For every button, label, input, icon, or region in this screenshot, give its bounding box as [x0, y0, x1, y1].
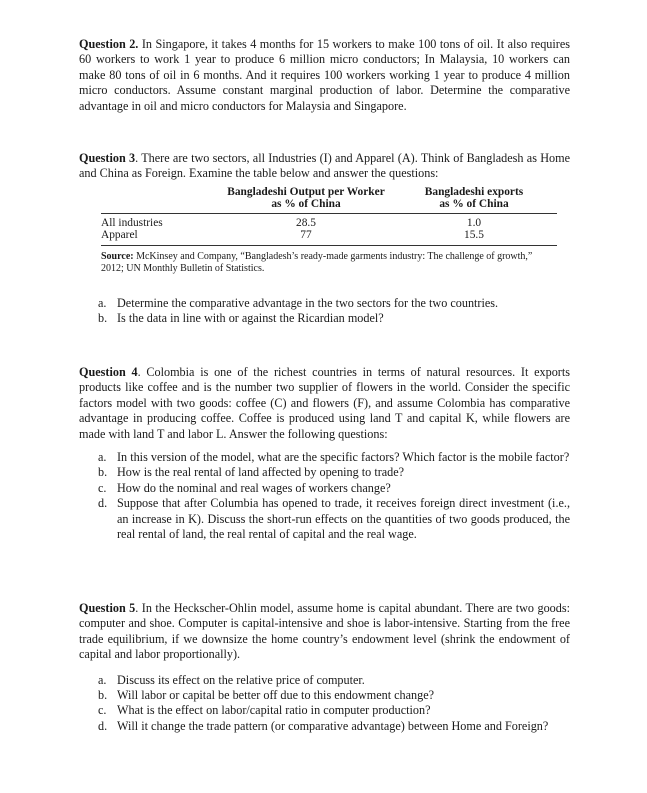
list-item [98, 496, 570, 542]
question-4-text: . Colombia is one of the richest countries in terms of natural resources. It exports products like coffee and is the number two supplier of flowers in the world. Consider the specific factors model with two goods: coffee (C) and flowers (F), and assume Colombia has comparative advantage in producing coffee. Coffee is produced using land T and capital K, while flowers are made with land T and labor L. Answer the following questions: [79, 365, 570, 441]
question-3 [79, 151, 570, 327]
list-item [98, 688, 570, 703]
table-header-blank [101, 184, 221, 214]
item-marker: b. [98, 311, 108, 326]
exports-header-line1: Bangladeshi exports [424, 185, 524, 198]
item-text: Will labor or capital be better off due to this endowment change? [117, 688, 435, 703]
question-5-text: . In the Heckscher-Ohlin model, assume home is capital abundant. There are two goods: computer and shoe. Computer is capital-intensive and shoe is labor-intensive. Starting from the free trade equilibrium, if we downsize the home country’s endowment level (shrink the endowment of capital and labor proportionally). [79, 601, 570, 662]
question-2-label: Question 2. [79, 37, 139, 51]
question-2-text: In Singapore, it takes 4 months for 15 workers to make 100 tons of oil. It also requires 60 workers to work 1 year to produce 6 million micro conductors; In Malaysia, 10 workers can make 80 tons of oil in 6 months. And it requires 100 workers working 1 year to produce 4 million micro conductors. Assume constant marginal production of labor. Determine the comparative advantage in oil and micro conductors for Malaysia and Singapore. [79, 37, 570, 113]
item-text: How do the nominal and real wages of workers change? [117, 480, 391, 495]
question-3-text: . There are two sectors, all Industries (I) and Apparel (A). Think of Bangladesh as Home and China as Foreign. Examine the table below and answer the questions: [79, 151, 570, 181]
question-5-items [79, 673, 570, 735]
list-item [98, 481, 570, 496]
question-4-items [79, 450, 570, 542]
item-text: Determine the comparative advantage in the two sectors for the two countries. [117, 295, 499, 310]
row-output-value: 77 [221, 229, 391, 245]
list-item [98, 450, 570, 465]
output-header-line1: Bangladeshi Output per Worker [227, 185, 385, 198]
item-marker: d. [98, 718, 108, 733]
bangladesh-table [101, 184, 557, 246]
item-marker: c. [98, 480, 107, 495]
table-row [101, 229, 557, 245]
row-output-value: 28.5 [296, 216, 316, 229]
item-text: What is the effect on labor/capital ratio in computer production? [117, 703, 431, 718]
item-text: In this version of the model, what are the specific factors? Which factor is the mobile factor? [117, 450, 570, 465]
question-5-paragraph [79, 601, 570, 663]
row-exports-value: 15.5 [391, 229, 557, 245]
item-marker: a. [98, 672, 107, 687]
item-marker: a. [98, 450, 107, 465]
item-text: Suppose that after Columbia has opened to trade, it receives foreign direct investment (i.e., an increase in K). Discuss the short-run effects on the quantities of two goods produced, the real rental of land, the real rental of capital and the real wage. [117, 496, 570, 542]
item-marker: c. [98, 703, 107, 718]
list-item [98, 719, 570, 734]
item-text: Is the data in line with or against the Ricardian model? [117, 311, 384, 326]
question-5 [79, 601, 570, 734]
row-label: All industries [101, 216, 163, 229]
row-label: Apparel [101, 229, 221, 245]
list-item [98, 703, 570, 718]
list-item [98, 311, 570, 326]
question-3-paragraph [79, 151, 570, 182]
item-marker: a. [98, 295, 107, 310]
item-text: Discuss its effect on the relative price of computer. [117, 672, 365, 687]
table-source-note [101, 251, 557, 275]
table-header-output [221, 184, 391, 214]
question-2 [79, 37, 570, 114]
table-row [101, 213, 557, 229]
list-item [98, 296, 570, 311]
table-header-row [101, 184, 557, 214]
source-label: Source: [101, 250, 134, 262]
row-exports-value: 1.0 [466, 216, 482, 229]
item-marker: d. [98, 496, 108, 511]
source-text: McKinsey and Company, “Bangladesh’s ready-made garments industry: The challenge of growth,” 2012; UN Monthly Bulletin of Statistics. [101, 250, 533, 274]
item-text: Will it change the trade pattern (or comparative advantage) between Home and Foreign? [117, 718, 549, 733]
exports-header-line2: as % of China [439, 198, 509, 211]
item-marker: b. [98, 465, 108, 480]
list-item [98, 465, 570, 480]
question-2-paragraph [79, 37, 570, 114]
question-3-items [79, 296, 570, 327]
table-header-exports [391, 184, 557, 214]
question-5-label: Question 5 [79, 601, 136, 615]
output-header-line2: as % of China [271, 198, 341, 211]
question-4 [79, 365, 570, 542]
item-text: How is the real rental of land affected by opening to trade? [117, 465, 405, 480]
question-3-label: Question 3 [79, 151, 136, 165]
question-4-label: Question 4 [79, 365, 138, 379]
question-4-paragraph [79, 365, 570, 442]
list-item [98, 673, 570, 688]
item-marker: b. [98, 688, 108, 703]
